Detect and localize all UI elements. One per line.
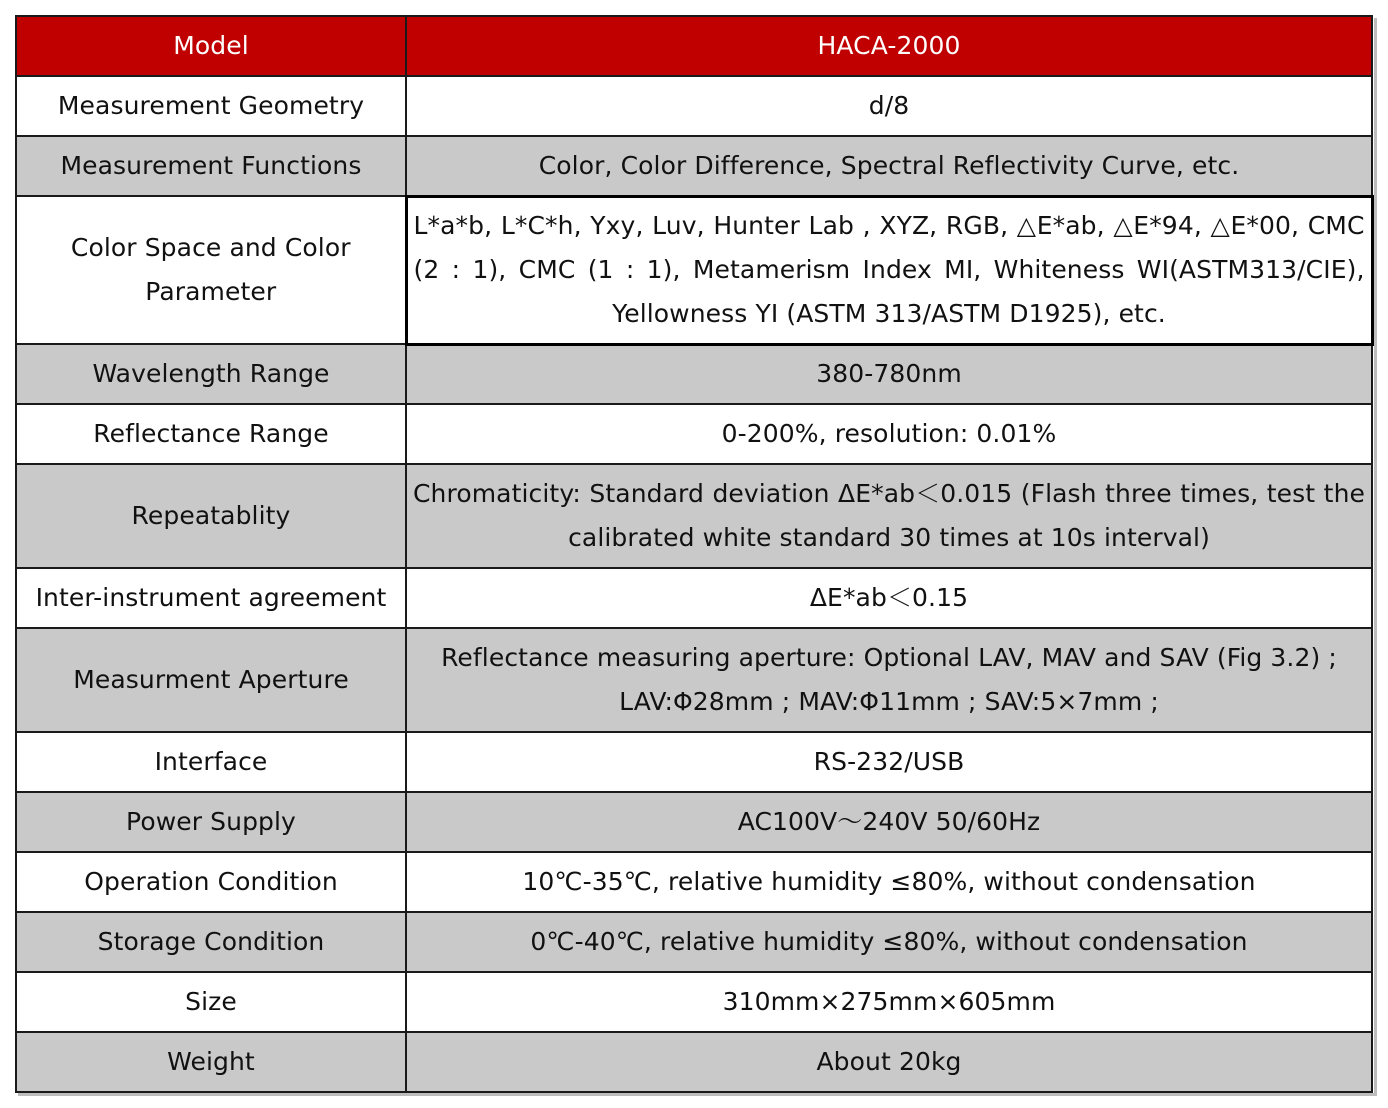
table-row-color-space: [16, 196, 1372, 344]
table-row-measurement-aperture: [16, 628, 1372, 732]
row-label: Measurement Geometry: [16, 76, 406, 136]
row-value: Chromaticity: Standard deviation ΔE*ab＜0.015 (Flash three times, test the calibrated white standard 30 times at 10s interval): [406, 464, 1372, 568]
spec-table: [15, 15, 1374, 1093]
row-label: Weight: [16, 1032, 406, 1092]
table-row-repeatability: [16, 464, 1372, 568]
row-label: Wavelength Range: [16, 344, 406, 404]
header-value: HACA-2000: [406, 16, 1372, 76]
row-label: Repeatablity: [16, 464, 406, 568]
table-row-inter-instrument: [16, 568, 1372, 628]
table-row-operation-condition: [16, 852, 1372, 912]
table-header-row: [16, 16, 1372, 76]
row-value: 0-200%, resolution: 0.01%: [406, 404, 1372, 464]
row-label: Interface: [16, 732, 406, 792]
row-value: d/8: [406, 76, 1372, 136]
row-value: 380-780nm: [406, 344, 1372, 404]
header-label: Model: [16, 16, 406, 76]
row-value: About 20kg: [406, 1032, 1372, 1092]
row-label: Inter-instrument agreement: [16, 568, 406, 628]
row-value: AC100V～240V 50/60Hz: [406, 792, 1372, 852]
row-label: Size: [16, 972, 406, 1032]
table-row-power-supply: [16, 792, 1372, 852]
row-value: 0℃-40℃, relative humidity ≤80%, without condensation: [406, 912, 1372, 972]
row-value: RS-232/USB: [406, 732, 1372, 792]
row-value: Color, Color Difference, Spectral Reflectivity Curve, etc.: [406, 136, 1372, 196]
row-value: L*a*b, L*C*h, Yxy, Luv, Hunter Lab , XYZ, RGB, △E*ab, △E*94, △E*00, CMC (2 : 1), CMC (1 : 1), Metamerism Index MI, Whiteness WI(ASTM313/CIE), Yellowness YI (ASTM 313/ASTM D1925), etc.: [406, 196, 1372, 344]
row-value: 310mm×275mm×605mm: [406, 972, 1372, 1032]
row-label: Power Supply: [16, 792, 406, 852]
table-row-storage-condition: [16, 912, 1372, 972]
row-value: Reflectance measuring aperture: Optional LAV, MAV and SAV (Fig 3.2) ; LAV:Φ28mm ; MAV:Φ11mm ; SAV:5×7mm ;: [406, 628, 1372, 732]
table-row-interface: [16, 732, 1372, 792]
table-row-measurement-geometry: [16, 76, 1372, 136]
row-label: Operation Condition: [16, 852, 406, 912]
row-value: ΔE*ab＜0.15: [406, 568, 1372, 628]
row-label: Measurement Functions: [16, 136, 406, 196]
row-label: Reflectance Range: [16, 404, 406, 464]
row-label: Storage Condition: [16, 912, 406, 972]
table-row-wavelength-range: [16, 344, 1372, 404]
table-row-size: [16, 972, 1372, 1032]
row-label: Color Space and Color Parameter: [16, 196, 406, 344]
table-row-reflectance-range: [16, 404, 1372, 464]
table-row-weight: [16, 1032, 1372, 1092]
table-row-measurement-functions: [16, 136, 1372, 196]
row-label: Measurment Aperture: [16, 628, 406, 732]
row-value: 10℃-35℃, relative humidity ≤80%, without condensation: [406, 852, 1372, 912]
